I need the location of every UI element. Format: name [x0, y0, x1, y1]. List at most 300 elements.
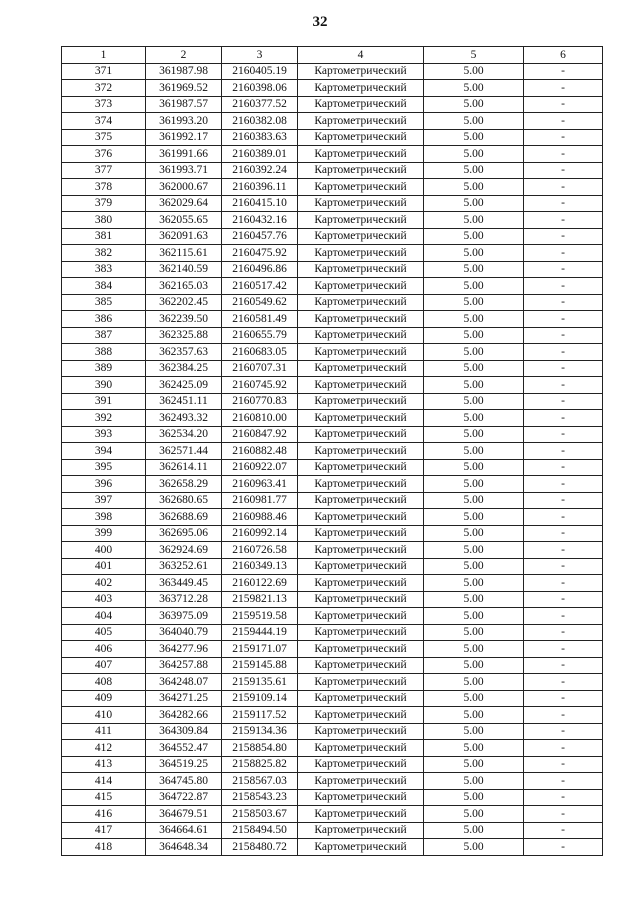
y-coordinate-cell: 2160392.24	[222, 162, 298, 179]
point-number-cell: 404	[62, 608, 146, 625]
method-cell: Картометрический	[298, 63, 424, 80]
method-cell: Картометрический	[298, 806, 424, 823]
note-cell: -	[524, 624, 603, 641]
note-cell: -	[524, 212, 603, 229]
note-cell: -	[524, 80, 603, 97]
point-number-cell: 395	[62, 459, 146, 476]
point-number-cell: 405	[62, 624, 146, 641]
accuracy-cell: 5.00	[424, 146, 524, 163]
y-coordinate-cell: 2160396.11	[222, 179, 298, 196]
note-cell: -	[524, 146, 603, 163]
x-coordinate-cell: 361993.71	[146, 162, 222, 179]
method-cell: Картометрический	[298, 410, 424, 427]
x-coordinate-cell: 362688.69	[146, 509, 222, 526]
table-row	[62, 492, 603, 509]
note-cell: -	[524, 707, 603, 724]
table-row	[62, 476, 603, 493]
y-coordinate-cell: 2160810.00	[222, 410, 298, 427]
method-cell: Картометрический	[298, 146, 424, 163]
table-row	[62, 426, 603, 443]
table-row	[62, 245, 603, 262]
y-coordinate-cell: 2160707.31	[222, 360, 298, 377]
table-row	[62, 261, 603, 278]
column-header-3: 3	[222, 47, 298, 64]
x-coordinate-cell: 362493.32	[146, 410, 222, 427]
accuracy-cell: 5.00	[424, 410, 524, 427]
method-cell: Картометрический	[298, 344, 424, 361]
note-cell: -	[524, 162, 603, 179]
table-row	[62, 740, 603, 757]
y-coordinate-cell: 2159134.36	[222, 723, 298, 740]
method-cell: Картометрический	[298, 459, 424, 476]
y-coordinate-cell: 2160549.62	[222, 294, 298, 311]
note-cell: -	[524, 690, 603, 707]
table-row	[62, 146, 603, 163]
point-number-cell: 393	[62, 426, 146, 443]
y-coordinate-cell: 2160382.08	[222, 113, 298, 130]
y-coordinate-cell: 2160963.41	[222, 476, 298, 493]
x-coordinate-cell: 362571.44	[146, 443, 222, 460]
table-row	[62, 525, 603, 542]
table-row	[62, 624, 603, 641]
x-coordinate-cell: 363252.61	[146, 558, 222, 575]
method-cell: Картометрический	[298, 294, 424, 311]
y-coordinate-cell: 2160992.14	[222, 525, 298, 542]
accuracy-cell: 5.00	[424, 162, 524, 179]
table-row	[62, 311, 603, 328]
x-coordinate-cell: 362614.11	[146, 459, 222, 476]
accuracy-cell: 5.00	[424, 723, 524, 740]
point-number-cell: 399	[62, 525, 146, 542]
method-cell: Картометрический	[298, 723, 424, 740]
accuracy-cell: 5.00	[424, 261, 524, 278]
accuracy-cell: 5.00	[424, 657, 524, 674]
point-number-cell: 418	[62, 839, 146, 856]
x-coordinate-cell: 362425.09	[146, 377, 222, 394]
table-row	[62, 162, 603, 179]
note-cell: -	[524, 443, 603, 460]
accuracy-cell: 5.00	[424, 459, 524, 476]
y-coordinate-cell: 2160655.79	[222, 327, 298, 344]
method-cell: Картометрический	[298, 509, 424, 526]
accuracy-cell: 5.00	[424, 228, 524, 245]
method-cell: Картометрический	[298, 162, 424, 179]
note-cell: -	[524, 641, 603, 658]
note-cell: -	[524, 344, 603, 361]
point-number-cell: 416	[62, 806, 146, 823]
accuracy-cell: 5.00	[424, 789, 524, 806]
y-coordinate-cell: 2160770.83	[222, 393, 298, 410]
x-coordinate-cell: 364277.96	[146, 641, 222, 658]
column-header-5: 5	[424, 47, 524, 64]
table-row	[62, 228, 603, 245]
x-coordinate-cell: 362055.65	[146, 212, 222, 229]
note-cell: -	[524, 179, 603, 196]
y-coordinate-cell: 2160988.46	[222, 509, 298, 526]
method-cell: Картометрический	[298, 657, 424, 674]
y-coordinate-cell: 2160847.92	[222, 426, 298, 443]
y-coordinate-cell: 2160389.01	[222, 146, 298, 163]
accuracy-cell: 5.00	[424, 327, 524, 344]
y-coordinate-cell: 2160581.49	[222, 311, 298, 328]
note-cell: -	[524, 195, 603, 212]
table-row	[62, 822, 603, 839]
note-cell: -	[524, 63, 603, 80]
method-cell: Картометрический	[298, 476, 424, 493]
accuracy-cell: 5.00	[424, 344, 524, 361]
table-row	[62, 410, 603, 427]
note-cell: -	[524, 377, 603, 394]
point-number-cell: 398	[62, 509, 146, 526]
point-number-cell: 371	[62, 63, 146, 80]
y-coordinate-cell: 2158543.23	[222, 789, 298, 806]
accuracy-cell: 5.00	[424, 179, 524, 196]
accuracy-cell: 5.00	[424, 113, 524, 130]
x-coordinate-cell: 362695.06	[146, 525, 222, 542]
accuracy-cell: 5.00	[424, 294, 524, 311]
x-coordinate-cell: 364309.84	[146, 723, 222, 740]
y-coordinate-cell: 2160415.10	[222, 195, 298, 212]
table-row	[62, 756, 603, 773]
y-coordinate-cell: 2160349.13	[222, 558, 298, 575]
table-row	[62, 212, 603, 229]
table-row	[62, 80, 603, 97]
x-coordinate-cell: 362000.67	[146, 179, 222, 196]
x-coordinate-cell: 361987.57	[146, 96, 222, 113]
note-cell: -	[524, 591, 603, 608]
table-row	[62, 657, 603, 674]
accuracy-cell: 5.00	[424, 476, 524, 493]
method-cell: Картометрический	[298, 377, 424, 394]
method-cell: Картометрический	[298, 641, 424, 658]
point-number-cell: 414	[62, 773, 146, 790]
x-coordinate-cell: 364282.66	[146, 707, 222, 724]
x-coordinate-cell: 364664.61	[146, 822, 222, 839]
point-number-cell: 386	[62, 311, 146, 328]
note-cell: -	[524, 756, 603, 773]
method-cell: Картометрический	[298, 822, 424, 839]
accuracy-cell: 5.00	[424, 558, 524, 575]
y-coordinate-cell: 2159444.19	[222, 624, 298, 641]
table-row	[62, 195, 603, 212]
note-cell: -	[524, 311, 603, 328]
x-coordinate-cell: 364040.79	[146, 624, 222, 641]
x-coordinate-cell: 362091.63	[146, 228, 222, 245]
point-number-cell: 384	[62, 278, 146, 295]
accuracy-cell: 5.00	[424, 806, 524, 823]
y-coordinate-cell: 2158480.72	[222, 839, 298, 856]
table-row	[62, 278, 603, 295]
accuracy-cell: 5.00	[424, 542, 524, 559]
accuracy-cell: 5.00	[424, 756, 524, 773]
y-coordinate-cell: 2159109.14	[222, 690, 298, 707]
x-coordinate-cell: 363712.28	[146, 591, 222, 608]
note-cell: -	[524, 261, 603, 278]
note-cell: -	[524, 410, 603, 427]
x-coordinate-cell: 361987.98	[146, 63, 222, 80]
accuracy-cell: 5.00	[424, 311, 524, 328]
point-number-cell: 376	[62, 146, 146, 163]
y-coordinate-cell: 2160517.42	[222, 278, 298, 295]
x-coordinate-cell: 363975.09	[146, 608, 222, 625]
accuracy-cell: 5.00	[424, 80, 524, 97]
method-cell: Картометрический	[298, 228, 424, 245]
point-number-cell: 392	[62, 410, 146, 427]
method-cell: Картометрический	[298, 245, 424, 262]
x-coordinate-cell: 362924.69	[146, 542, 222, 559]
note-cell: -	[524, 542, 603, 559]
note-cell: -	[524, 228, 603, 245]
table-row	[62, 608, 603, 625]
table-row	[62, 690, 603, 707]
method-cell: Картометрический	[298, 756, 424, 773]
table-row	[62, 542, 603, 559]
method-cell: Картометрический	[298, 129, 424, 146]
point-number-cell: 397	[62, 492, 146, 509]
point-number-cell: 387	[62, 327, 146, 344]
accuracy-cell: 5.00	[424, 96, 524, 113]
x-coordinate-cell: 364257.88	[146, 657, 222, 674]
note-cell: -	[524, 360, 603, 377]
method-cell: Картометрический	[298, 707, 424, 724]
accuracy-cell: 5.00	[424, 525, 524, 542]
accuracy-cell: 5.00	[424, 377, 524, 394]
y-coordinate-cell: 2160496.86	[222, 261, 298, 278]
header-row	[62, 47, 603, 64]
column-header-4: 4	[298, 47, 424, 64]
method-cell: Картометрический	[298, 360, 424, 377]
note-cell: -	[524, 113, 603, 130]
table-row	[62, 773, 603, 790]
point-number-cell: 388	[62, 344, 146, 361]
table-row	[62, 459, 603, 476]
y-coordinate-cell: 2160882.48	[222, 443, 298, 460]
point-number-cell: 379	[62, 195, 146, 212]
point-number-cell: 390	[62, 377, 146, 394]
table-row	[62, 641, 603, 658]
note-cell: -	[524, 773, 603, 790]
point-number-cell: 383	[62, 261, 146, 278]
accuracy-cell: 5.00	[424, 492, 524, 509]
point-number-cell: 413	[62, 756, 146, 773]
y-coordinate-cell: 2160981.77	[222, 492, 298, 509]
y-coordinate-cell: 2160745.92	[222, 377, 298, 394]
x-coordinate-cell: 362140.59	[146, 261, 222, 278]
table-row	[62, 443, 603, 460]
point-number-cell: 380	[62, 212, 146, 229]
x-coordinate-cell: 364552.47	[146, 740, 222, 757]
accuracy-cell: 5.00	[424, 278, 524, 295]
x-coordinate-cell: 361991.66	[146, 146, 222, 163]
note-cell: -	[524, 723, 603, 740]
point-number-cell: 374	[62, 113, 146, 130]
x-coordinate-cell: 362680.65	[146, 492, 222, 509]
y-coordinate-cell: 2158825.82	[222, 756, 298, 773]
point-number-cell: 372	[62, 80, 146, 97]
page-number: 32	[312, 14, 328, 30]
note-cell: -	[524, 575, 603, 592]
accuracy-cell: 5.00	[424, 773, 524, 790]
table-row	[62, 327, 603, 344]
method-cell: Картометрический	[298, 542, 424, 559]
point-number-cell: 394	[62, 443, 146, 460]
note-cell: -	[524, 657, 603, 674]
method-cell: Картометрический	[298, 773, 424, 790]
method-cell: Картометрический	[298, 839, 424, 856]
y-coordinate-cell: 2160122.69	[222, 575, 298, 592]
table-row	[62, 360, 603, 377]
table-row	[62, 806, 603, 823]
table-row	[62, 575, 603, 592]
point-number-cell: 407	[62, 657, 146, 674]
note-cell: -	[524, 476, 603, 493]
table-row	[62, 723, 603, 740]
point-number-cell: 403	[62, 591, 146, 608]
note-cell: -	[524, 96, 603, 113]
coordinates-table	[61, 46, 603, 856]
point-number-cell: 400	[62, 542, 146, 559]
table-row	[62, 707, 603, 724]
point-number-cell: 408	[62, 674, 146, 691]
point-number-cell: 412	[62, 740, 146, 757]
accuracy-cell: 5.00	[424, 245, 524, 262]
note-cell: -	[524, 278, 603, 295]
table-row	[62, 839, 603, 856]
table-body	[62, 63, 603, 855]
x-coordinate-cell: 364519.25	[146, 756, 222, 773]
y-coordinate-cell: 2158503.67	[222, 806, 298, 823]
accuracy-cell: 5.00	[424, 641, 524, 658]
table-header	[62, 47, 603, 64]
point-number-cell: 375	[62, 129, 146, 146]
accuracy-cell: 5.00	[424, 360, 524, 377]
x-coordinate-cell: 364271.25	[146, 690, 222, 707]
method-cell: Картометрический	[298, 195, 424, 212]
accuracy-cell: 5.00	[424, 426, 524, 443]
table-row	[62, 294, 603, 311]
x-coordinate-cell: 362029.64	[146, 195, 222, 212]
y-coordinate-cell: 2160398.06	[222, 80, 298, 97]
note-cell: -	[524, 822, 603, 839]
method-cell: Картометрический	[298, 591, 424, 608]
accuracy-cell: 5.00	[424, 195, 524, 212]
method-cell: Картометрический	[298, 393, 424, 410]
y-coordinate-cell: 2160726.58	[222, 542, 298, 559]
x-coordinate-cell: 362115.61	[146, 245, 222, 262]
method-cell: Картометрический	[298, 740, 424, 757]
x-coordinate-cell: 362165.03	[146, 278, 222, 295]
method-cell: Картометрический	[298, 624, 424, 641]
table-row	[62, 96, 603, 113]
method-cell: Картометрический	[298, 674, 424, 691]
method-cell: Картометрический	[298, 575, 424, 592]
x-coordinate-cell: 362384.25	[146, 360, 222, 377]
y-coordinate-cell: 2159117.52	[222, 707, 298, 724]
method-cell: Картометрический	[298, 278, 424, 295]
accuracy-cell: 5.00	[424, 509, 524, 526]
method-cell: Картометрический	[298, 492, 424, 509]
column-header-2: 2	[146, 47, 222, 64]
y-coordinate-cell: 2160457.76	[222, 228, 298, 245]
accuracy-cell: 5.00	[424, 690, 524, 707]
table-row	[62, 179, 603, 196]
note-cell: -	[524, 492, 603, 509]
note-cell: -	[524, 674, 603, 691]
x-coordinate-cell: 364745.80	[146, 773, 222, 790]
accuracy-cell: 5.00	[424, 707, 524, 724]
accuracy-cell: 5.00	[424, 63, 524, 80]
point-number-cell: 373	[62, 96, 146, 113]
method-cell: Картометрический	[298, 608, 424, 625]
table-row	[62, 344, 603, 361]
method-cell: Картометрический	[298, 426, 424, 443]
point-number-cell: 381	[62, 228, 146, 245]
x-coordinate-cell: 362325.88	[146, 327, 222, 344]
y-coordinate-cell: 2160383.63	[222, 129, 298, 146]
point-number-cell: 378	[62, 179, 146, 196]
y-coordinate-cell: 2158854.80	[222, 740, 298, 757]
method-cell: Картометрический	[298, 525, 424, 542]
point-number-cell: 396	[62, 476, 146, 493]
method-cell: Картометрический	[298, 789, 424, 806]
x-coordinate-cell: 362451.11	[146, 393, 222, 410]
column-header-6: 6	[524, 47, 603, 64]
y-coordinate-cell: 2160405.19	[222, 63, 298, 80]
note-cell: -	[524, 525, 603, 542]
y-coordinate-cell: 2160432.16	[222, 212, 298, 229]
method-cell: Картометрический	[298, 311, 424, 328]
x-coordinate-cell: 364648.34	[146, 839, 222, 856]
y-coordinate-cell: 2160922.07	[222, 459, 298, 476]
accuracy-cell: 5.00	[424, 443, 524, 460]
y-coordinate-cell: 2159821.13	[222, 591, 298, 608]
note-cell: -	[524, 129, 603, 146]
x-coordinate-cell: 361969.52	[146, 80, 222, 97]
method-cell: Картометрический	[298, 558, 424, 575]
point-number-cell: 409	[62, 690, 146, 707]
method-cell: Картометрический	[298, 443, 424, 460]
point-number-cell: 411	[62, 723, 146, 740]
accuracy-cell: 5.00	[424, 822, 524, 839]
x-coordinate-cell: 361992.17	[146, 129, 222, 146]
accuracy-cell: 5.00	[424, 575, 524, 592]
accuracy-cell: 5.00	[424, 591, 524, 608]
table-row	[62, 674, 603, 691]
x-coordinate-cell: 362202.45	[146, 294, 222, 311]
method-cell: Картометрический	[298, 96, 424, 113]
y-coordinate-cell: 2160377.52	[222, 96, 298, 113]
note-cell: -	[524, 459, 603, 476]
accuracy-cell: 5.00	[424, 624, 524, 641]
x-coordinate-cell: 364248.07	[146, 674, 222, 691]
table-row	[62, 509, 603, 526]
accuracy-cell: 5.00	[424, 393, 524, 410]
accuracy-cell: 5.00	[424, 212, 524, 229]
table-row	[62, 113, 603, 130]
x-coordinate-cell: 362658.29	[146, 476, 222, 493]
note-cell: -	[524, 789, 603, 806]
x-coordinate-cell: 362534.20	[146, 426, 222, 443]
method-cell: Картометрический	[298, 113, 424, 130]
point-number-cell: 389	[62, 360, 146, 377]
point-number-cell: 377	[62, 162, 146, 179]
table-row	[62, 393, 603, 410]
point-number-cell: 417	[62, 822, 146, 839]
y-coordinate-cell: 2158494.50	[222, 822, 298, 839]
point-number-cell: 385	[62, 294, 146, 311]
note-cell: -	[524, 839, 603, 856]
accuracy-cell: 5.00	[424, 674, 524, 691]
